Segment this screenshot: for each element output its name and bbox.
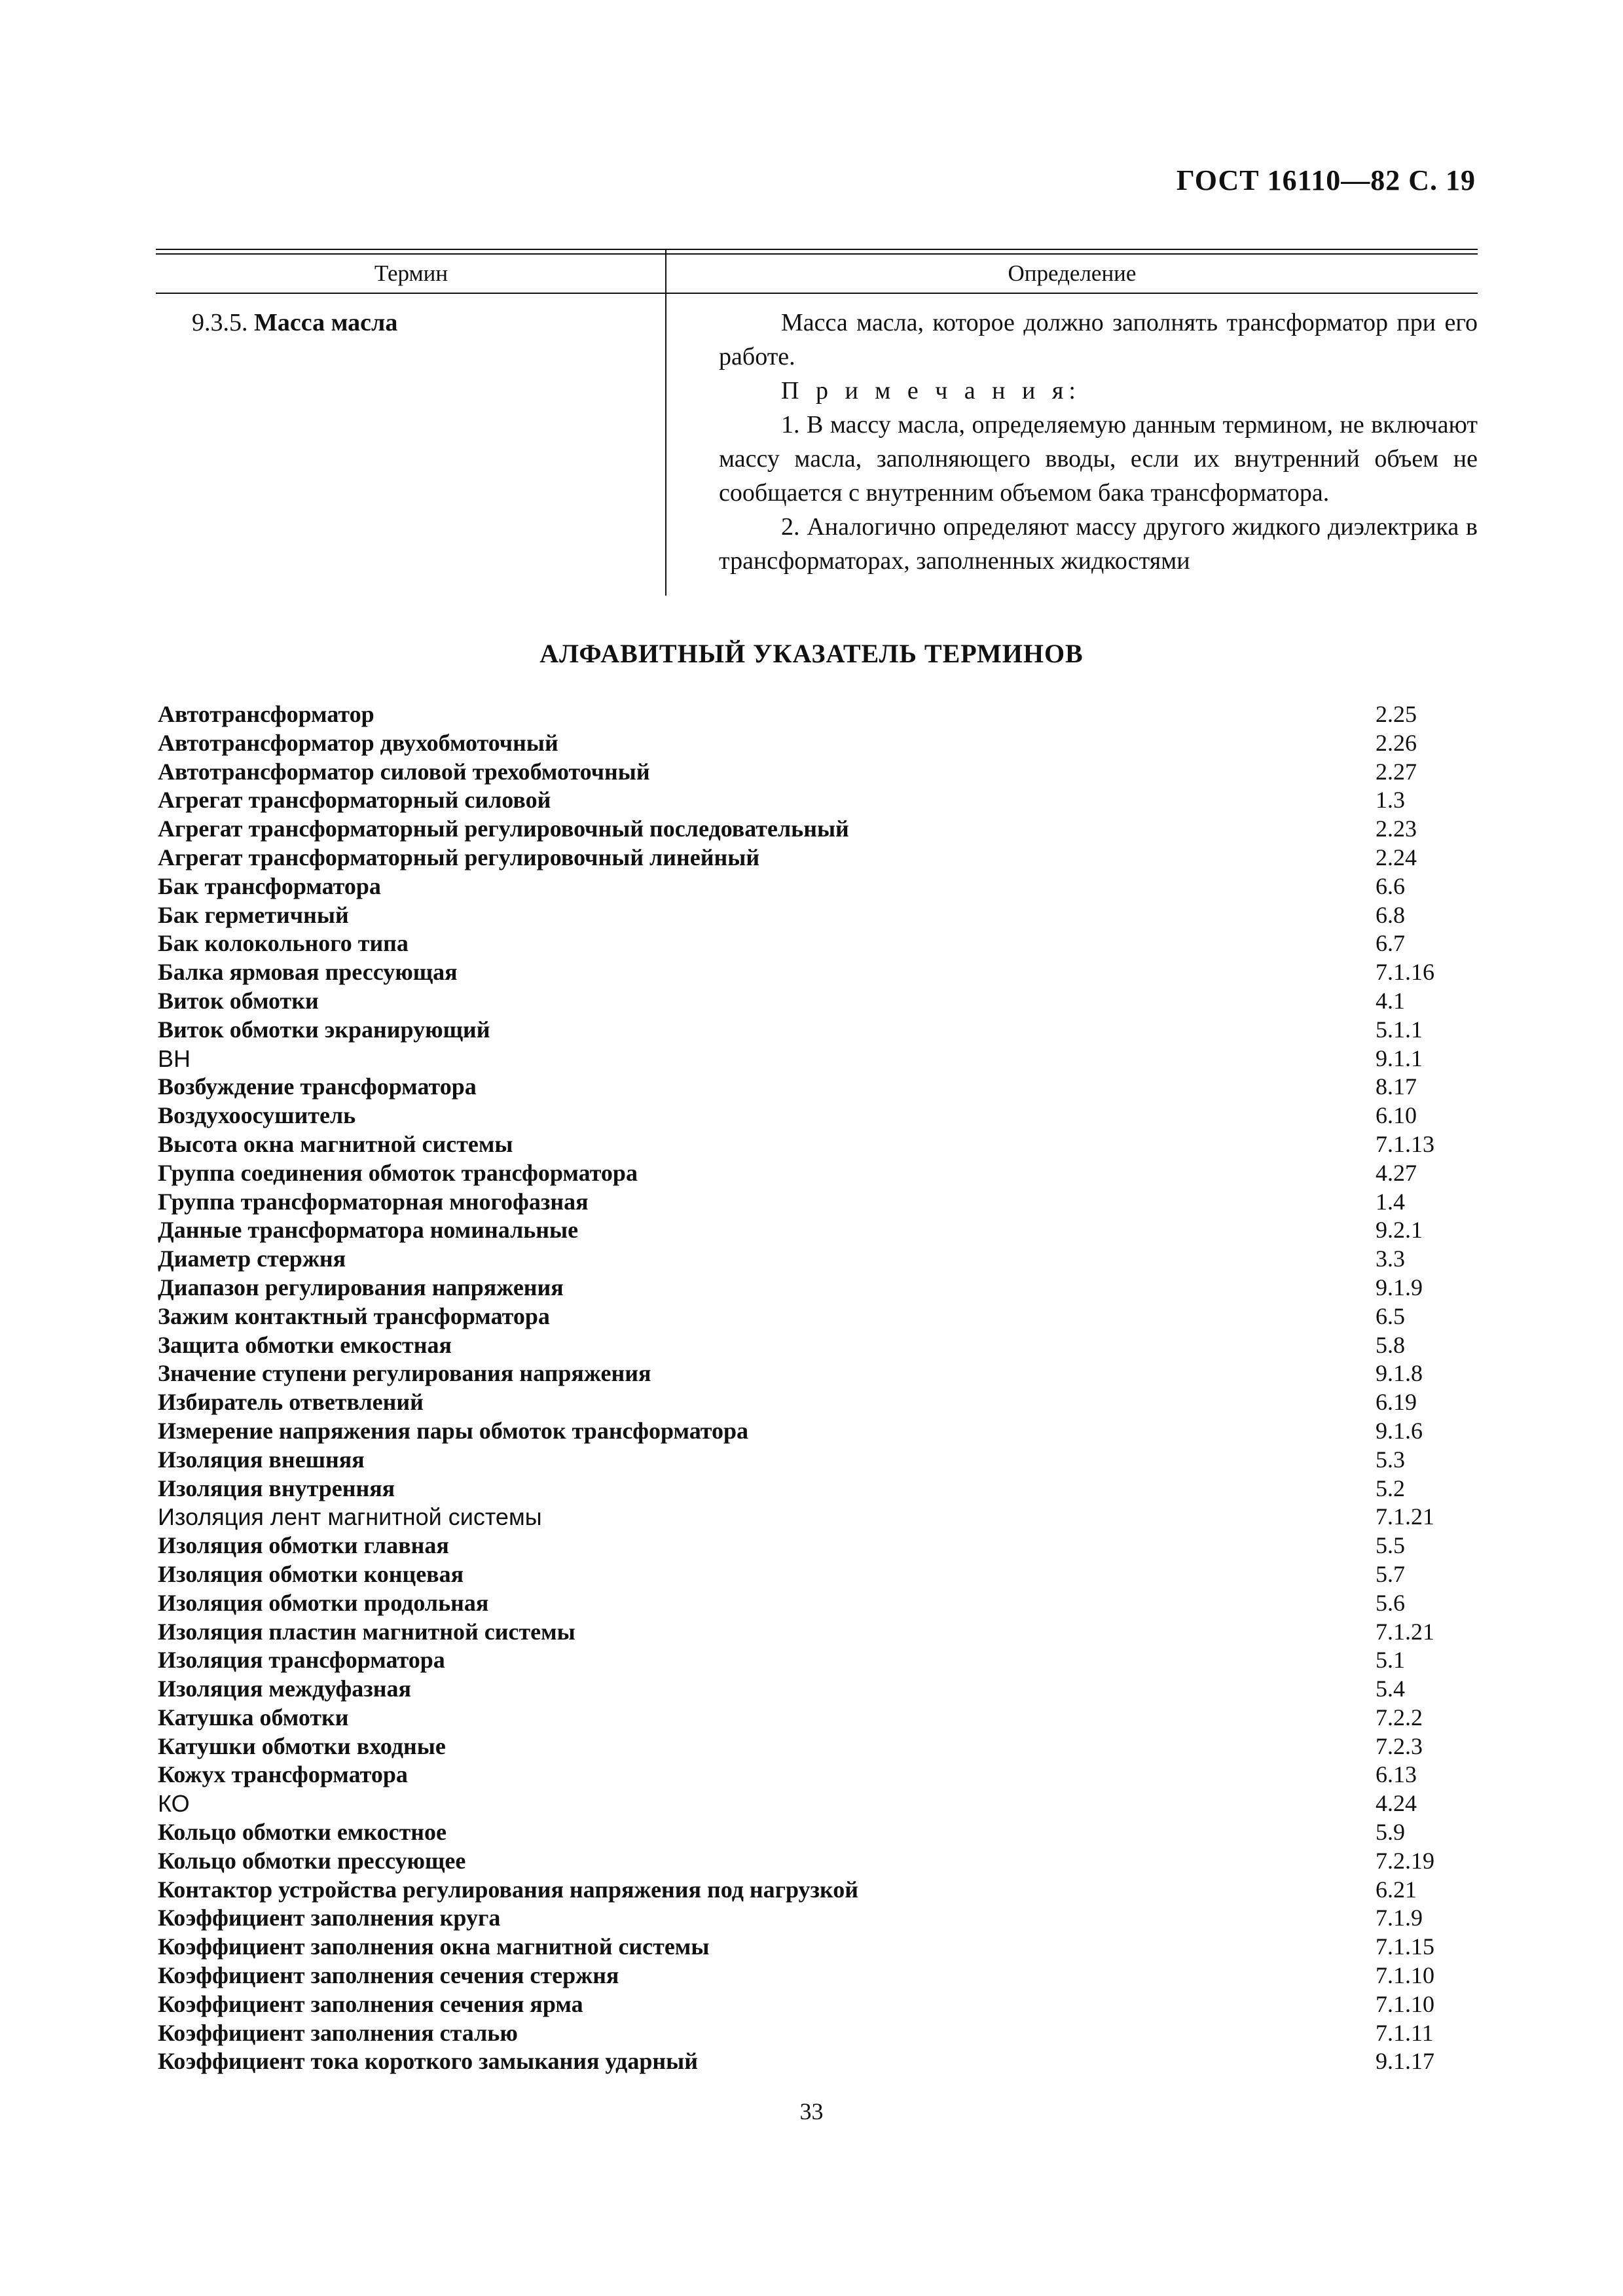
index-entry (158, 786, 1441, 815)
index-term: Автотрансформатор (158, 701, 374, 727)
index-entry (158, 2019, 1441, 2048)
index-ref: 9.1.17 (1376, 2048, 1434, 2075)
index-ref: 7.2.2 (1376, 1704, 1423, 1731)
index-term: Изоляция обмотки продольная (158, 1589, 489, 1616)
index-term: Коэффициент заполнения сталью (158, 2019, 518, 2046)
index-ref: 7.1.13 (1376, 1130, 1434, 1157)
index-term: Виток обмотки экранирующий (158, 1016, 490, 1043)
index-term: Агрегат трансформаторный регулировочный линейный (158, 844, 760, 870)
column-divider (665, 249, 666, 596)
index-term: Коэффициент заполнения окна магнитной системы (158, 1933, 710, 1960)
index-term: Группа трансформаторная многофазная (158, 1188, 589, 1215)
index-ref: 7.1.10 (1376, 1962, 1434, 1989)
index-ref: 9.1.6 (1376, 1417, 1423, 1444)
index-ref: 5.4 (1376, 1676, 1405, 1702)
index-entry (158, 729, 1441, 758)
index-ref: 9.1.1 (1376, 1045, 1423, 1071)
index-entry (158, 1073, 1441, 1102)
index-term: Воздухоосушитель (158, 1102, 356, 1129)
index-term: Значение ступени регулирования напряжения (158, 1360, 651, 1387)
index-entry (158, 1188, 1441, 1217)
index-term: Катушка обмотки (158, 1704, 349, 1731)
index-term: КО (158, 1790, 190, 1818)
index-term: Контактор устройства регулирования напряжения под нагрузкой (158, 1876, 859, 1903)
index-ref: 2.26 (1376, 729, 1417, 756)
index-ref: 5.1 (1376, 1647, 1405, 1674)
index-term: Балка ярмовая прессующая (158, 959, 458, 986)
index-term: Изоляция междуфазная (158, 1676, 411, 1702)
index-term: Автотрансформатор силовой трехобмоточный (158, 758, 650, 785)
index-ref: 7.2.3 (1376, 1732, 1423, 1759)
definition-cell (666, 294, 1478, 591)
index-entry (158, 1904, 1441, 1933)
index-entry (158, 1016, 1441, 1045)
definition-text: Масса масла, которое должно заполнять трансформатор при его работе. (719, 309, 1478, 370)
index-ref: 3.3 (1376, 1246, 1405, 1272)
index-entry (158, 1761, 1441, 1789)
index-ref: 6.19 (1376, 1389, 1417, 1416)
table-top-rule (156, 249, 1478, 255)
index-entry (158, 1503, 1441, 1532)
index-entry (158, 1560, 1441, 1589)
index-term: Коэффициент заполнения круга (158, 1905, 501, 1931)
page-header: ГОСТ 16110—82 С. 19 (1176, 164, 1476, 196)
index-ref: 6.8 (1376, 901, 1405, 928)
index-entry (158, 901, 1441, 930)
index-entry (158, 2047, 1441, 2076)
index-ref: 4.24 (1376, 1790, 1417, 1817)
index-entry (158, 1646, 1441, 1675)
index-entry (158, 1159, 1441, 1188)
index-ref: 6.13 (1376, 1761, 1417, 1788)
index-entry (158, 1045, 1441, 1073)
index-ref: 5.2 (1376, 1475, 1405, 1501)
term-cell (156, 294, 666, 591)
index-ref: 1.4 (1376, 1188, 1405, 1215)
index-entry (158, 929, 1441, 958)
index-entry (158, 1618, 1441, 1647)
table-header (156, 255, 1478, 294)
index-ref: 2.23 (1376, 816, 1417, 842)
index-term: Коэффициент заполнения сечения ярма (158, 1990, 583, 2017)
index-entry (158, 1245, 1441, 1274)
index-term: Изоляция внешняя (158, 1446, 365, 1473)
index-ref: 7.1.9 (1376, 1905, 1423, 1931)
index-term: Коэффициент тока короткого замыкания ударный (158, 2048, 698, 2075)
index-entry (158, 1962, 1441, 1990)
index-term: Диаметр стержня (158, 1246, 346, 1272)
index-title: АЛФАВИТНЫЙ УКАЗАТЕЛЬ ТЕРМИНОВ (539, 639, 1084, 668)
column-header-definition: Определение (1008, 260, 1137, 286)
index-term: Изоляция лент магнитной системы (158, 1503, 542, 1531)
index-term: Зажим контактный трансформатора (158, 1302, 550, 1329)
index-entry (158, 844, 1441, 872)
index-entry (158, 1130, 1441, 1159)
index-entry (158, 815, 1441, 844)
note-1: 1. В массу масла, определяемую данным термином, не включают массу масла, заполняющего вводы, если их внутренний объем не сообщается с внутренним объемом бака трансформатора. (719, 411, 1478, 507)
index-ref: 7.1.15 (1376, 1933, 1434, 1960)
index-ref: 9.1.9 (1376, 1274, 1423, 1300)
index-entry (158, 700, 1441, 729)
index-term: Данные трансформатора номинальные (158, 1217, 579, 1244)
index-entry (158, 1532, 1441, 1560)
index-ref: 2.24 (1376, 844, 1417, 870)
index-term: Кольцо обмотки прессующее (158, 1847, 466, 1874)
index-term: Агрегат трансформаторный силовой (158, 787, 551, 814)
index-entry (158, 758, 1441, 787)
index-ref: 7.1.16 (1376, 959, 1434, 986)
index-entry (158, 872, 1441, 901)
index-term: Возбуждение трансформатора (158, 1073, 477, 1100)
index-entry (158, 1417, 1441, 1446)
index-entry (158, 1818, 1441, 1847)
index-term: Высота окна магнитной системы (158, 1130, 513, 1157)
index-ref: 7.1.10 (1376, 1990, 1434, 2017)
index-term: Диапазон регулирования напряжения (158, 1274, 564, 1300)
index-term: Избиратель ответвлений (158, 1389, 424, 1416)
index-ref: 6.10 (1376, 1102, 1417, 1129)
index-term: Изоляция трансформатора (158, 1647, 445, 1674)
table-row (156, 294, 1478, 591)
index-term: Виток обмотки (158, 987, 319, 1014)
index-entry (158, 1388, 1441, 1417)
index-ref: 7.2.19 (1376, 1847, 1434, 1874)
index-entry (158, 1216, 1441, 1245)
index-term: Изоляция пластин магнитной системы (158, 1618, 575, 1645)
term-name: Масса масла (254, 309, 398, 336)
index-ref: 5.6 (1376, 1589, 1405, 1616)
index-entry (158, 987, 1441, 1016)
term-number: 9.3.5. (192, 309, 248, 336)
index-entry (158, 1847, 1441, 1876)
index-ref: 8.17 (1376, 1073, 1417, 1100)
index-ref: 2.25 (1376, 701, 1417, 727)
index-entry (158, 1102, 1441, 1130)
index-ref: 6.7 (1376, 930, 1405, 957)
index-term: Группа соединения обмоток трансформатора (158, 1159, 638, 1186)
index-term: Бак трансформатора (158, 872, 381, 899)
index-ref: 6.21 (1376, 1876, 1417, 1903)
index-entry (158, 1589, 1441, 1618)
index-term: Изоляция обмотки концевая (158, 1560, 464, 1587)
index-entry (158, 1302, 1441, 1331)
index-ref: 4.27 (1376, 1159, 1417, 1186)
index-term: Катушки обмотки входные (158, 1732, 446, 1759)
index-ref: 4.1 (1376, 987, 1405, 1014)
index-term: Защита обмотки емкостная (158, 1331, 452, 1358)
index-ref: 2.27 (1376, 758, 1417, 785)
index-ref: 6.5 (1376, 1302, 1405, 1329)
index-entry (158, 1933, 1441, 1962)
index-term: Кольцо обмотки емкостное (158, 1819, 447, 1846)
index-entry (158, 1990, 1441, 2019)
index-entry (158, 1475, 1441, 1503)
index-ref: 5.5 (1376, 1532, 1405, 1559)
index-term: Агрегат трансформаторный регулировочный последовательный (158, 816, 849, 842)
index-term: Изоляция внутренняя (158, 1475, 395, 1501)
index-entry (158, 1331, 1441, 1360)
index-term: Коэффициент заполнения сечения стержня (158, 1962, 619, 1989)
index-ref: 9.1.8 (1376, 1360, 1423, 1387)
index-entry (158, 1704, 1441, 1732)
index-entry (158, 1359, 1441, 1388)
index-entry (158, 958, 1441, 987)
index-ref: 7.1.11 (1376, 2019, 1434, 2046)
index-ref: 5.3 (1376, 1446, 1405, 1473)
index-ref: 9.2.1 (1376, 1217, 1423, 1244)
index-term: Измерение напряжения пары обмоток трансформатора (158, 1417, 749, 1444)
index-entry (158, 1675, 1441, 1704)
index-entry (158, 1732, 1441, 1761)
index-entry (158, 1274, 1441, 1302)
index-entry (158, 1789, 1441, 1818)
index-entry (158, 1446, 1441, 1475)
notes-title: П р и м е ч а н и я: (781, 377, 1081, 404)
index-term: Кожух трансформатора (158, 1761, 408, 1788)
terms-table (156, 249, 1478, 591)
index-entry (158, 1876, 1441, 1905)
index-ref: 7.1.21 (1376, 1618, 1434, 1645)
index-ref: 5.1.1 (1376, 1016, 1423, 1043)
note-2: 2. Аналогично определяют массу другого жидкого диэлектрика в трансформаторах, заполненных жидкостями (719, 513, 1478, 575)
index-ref: 5.8 (1376, 1331, 1405, 1358)
index-term: ВН (158, 1045, 191, 1072)
page-number: 33 (799, 2098, 824, 2125)
index-ref: 6.6 (1376, 872, 1405, 899)
index-term: Бак герметичный (158, 901, 349, 928)
index-ref: 5.9 (1376, 1819, 1405, 1846)
index-ref: 1.3 (1376, 787, 1405, 814)
index-ref: 5.7 (1376, 1560, 1405, 1587)
index-term: Автотрансформатор двухобмоточный (158, 729, 558, 756)
index-ref: 7.1.21 (1376, 1503, 1434, 1530)
column-header-term: Термин (374, 260, 448, 286)
index-term: Изоляция обмотки главная (158, 1532, 449, 1559)
index-term: Бак колокольного типа (158, 930, 409, 957)
alphabetical-index (158, 700, 1441, 2076)
